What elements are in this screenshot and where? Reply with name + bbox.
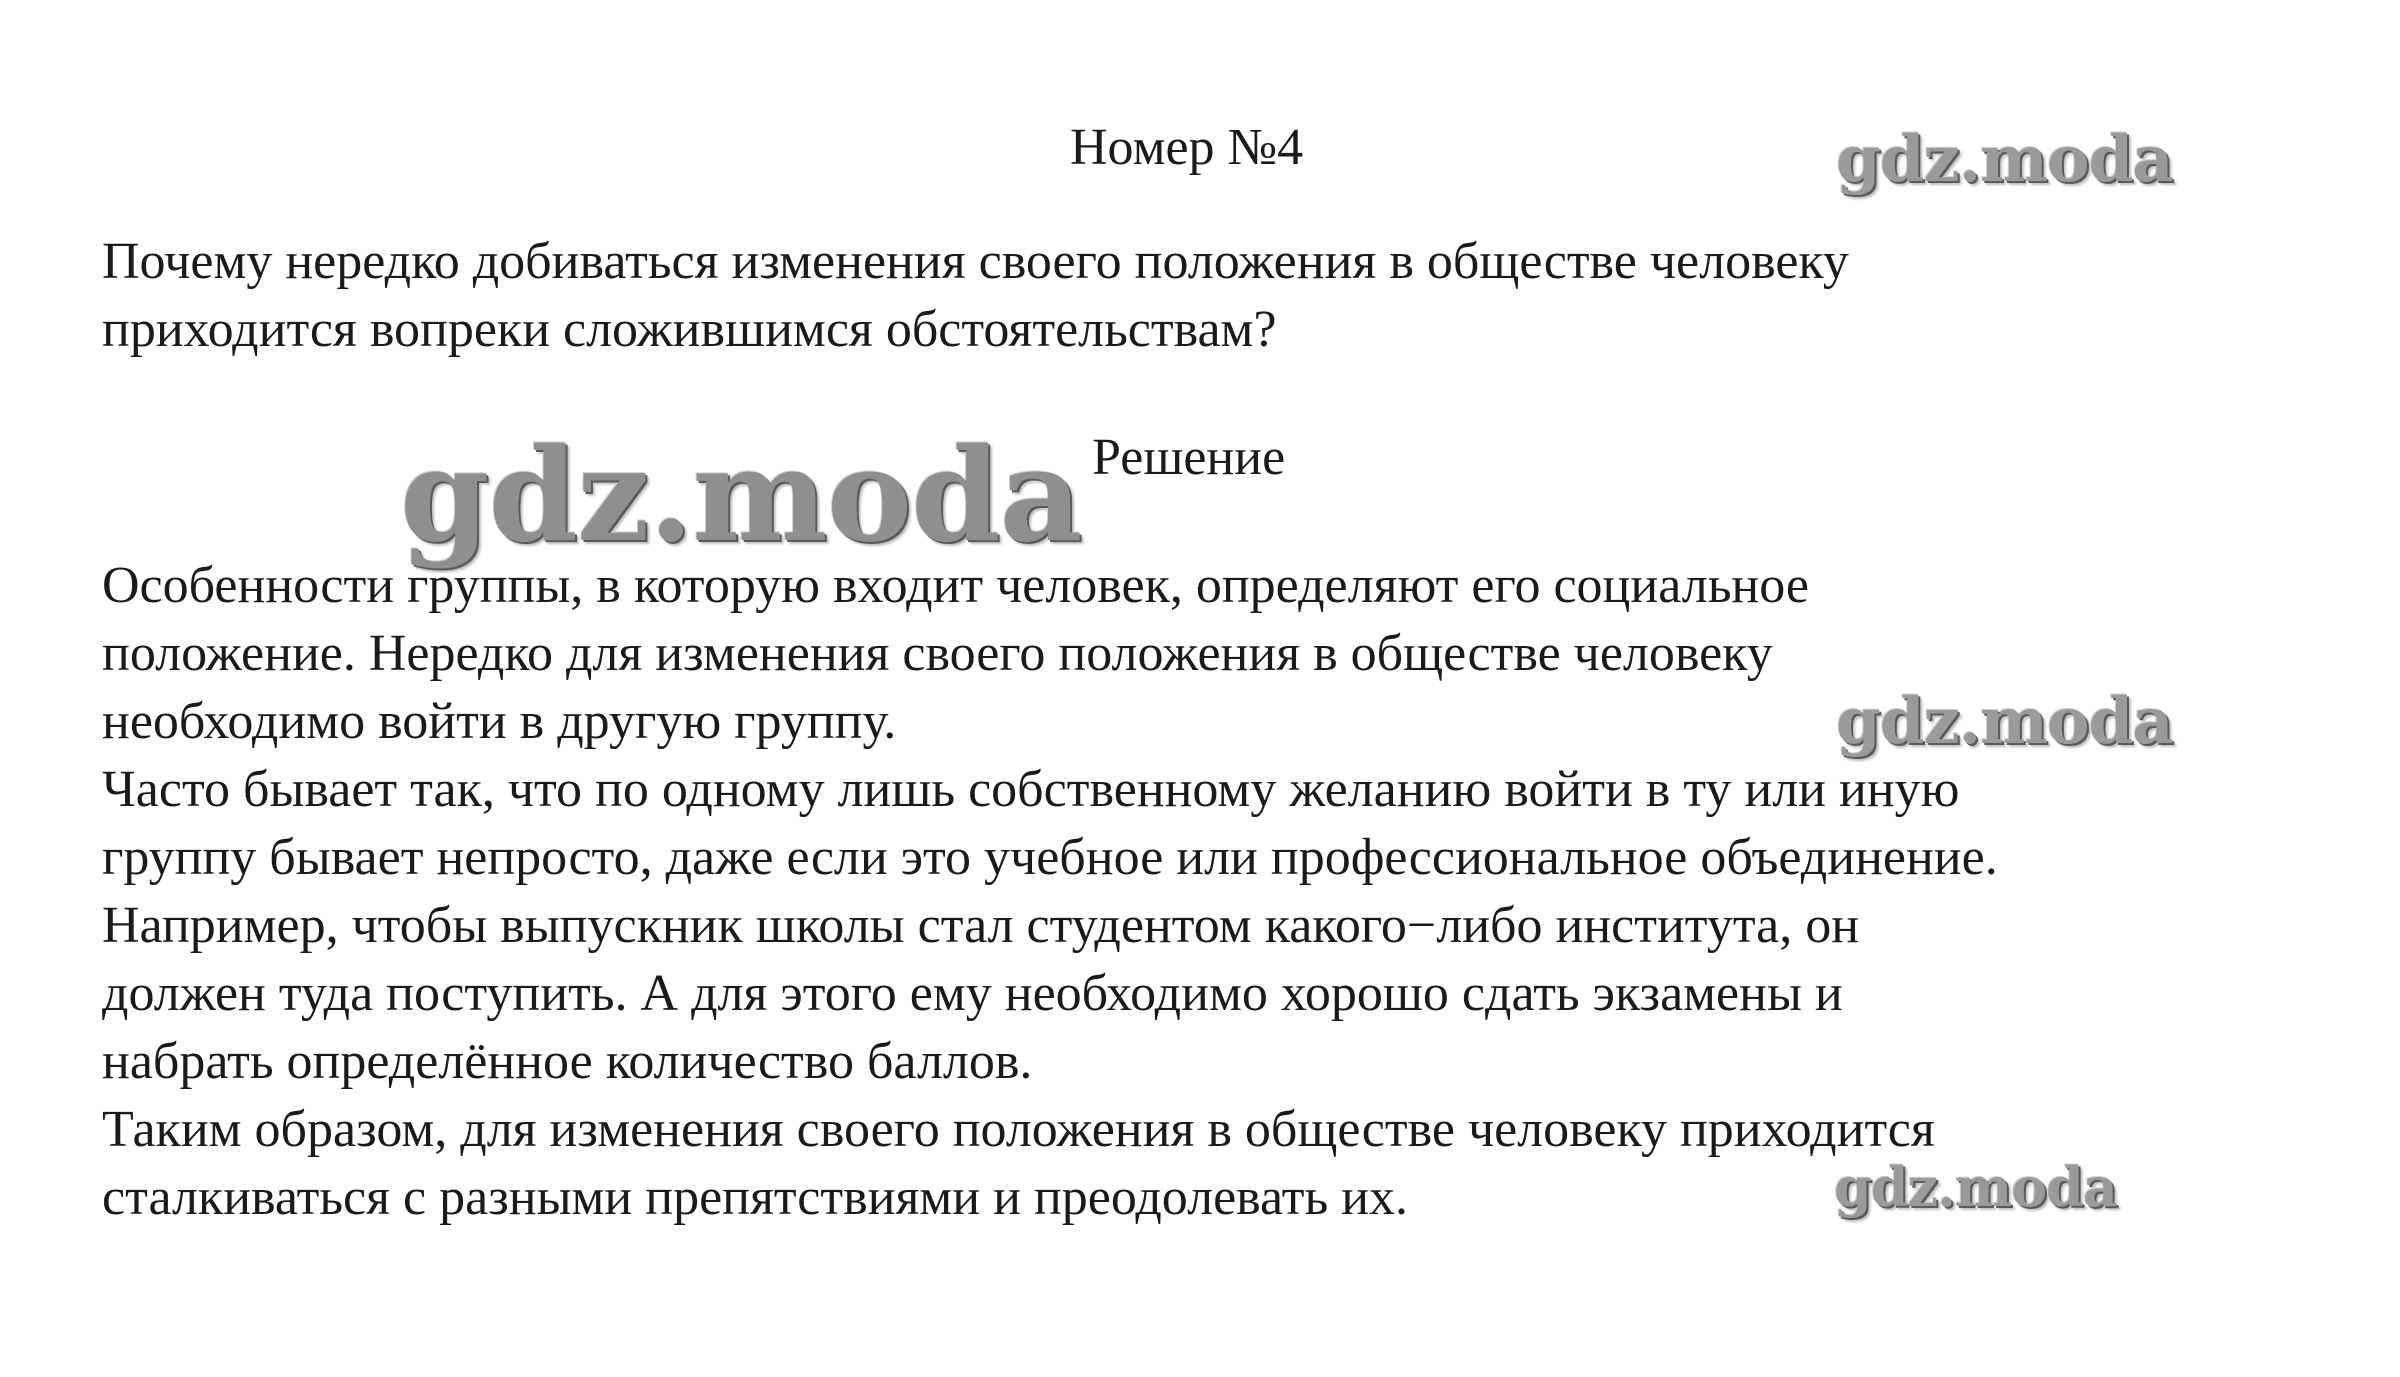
solution-heading: Решение — [1092, 429, 1286, 486]
question-text — [102, 228, 2342, 364]
solution-line: Особенности группы, в которую входит человек, определяют его социальное — [102, 557, 1809, 614]
solution-line: набрать определённое количество баллов. — [102, 1033, 1033, 1090]
solution-line: группу бывает непросто, даже если это учебное или профессиональное объединение. — [102, 829, 1998, 886]
solution-line: должен туда поступить. А для этого ему необходимо хорошо сдать экзамены и — [102, 965, 1843, 1022]
watermark-logo: gdz.moda — [1836, 684, 2173, 759]
solution-text — [102, 552, 2362, 1232]
question-line: Почему нередко добиваться изменения своего положения в обществе человеку — [102, 233, 1849, 290]
solution-line: положение. Нередко для изменения своего положения в обществе человеку — [102, 625, 1773, 682]
solution-line: Например, чтобы выпускник школы стал студентом какого−либо института, он — [102, 897, 1860, 954]
watermark-logo: gdz.moda — [1836, 122, 2173, 197]
page-title: Номер №4 — [1070, 119, 1304, 176]
watermark-logo: gdz.moda — [400, 421, 1082, 571]
solution-line: Таким образом, для изменения своего положения в обществе человеку приходится — [102, 1101, 1935, 1158]
watermark-logo: gdz.moda — [1834, 1155, 2117, 1219]
solution-line: необходимо войти в другую группу. — [102, 693, 897, 750]
solution-line: Часто бывает так, что по одному лишь собственному желанию войти в ту или иную — [102, 761, 1960, 818]
solution-line: сталкиваться с разными препятствиями и преодолевать их. — [102, 1169, 1409, 1226]
question-line: приходится вопреки сложившимся обстоятельствам? — [102, 301, 1277, 358]
